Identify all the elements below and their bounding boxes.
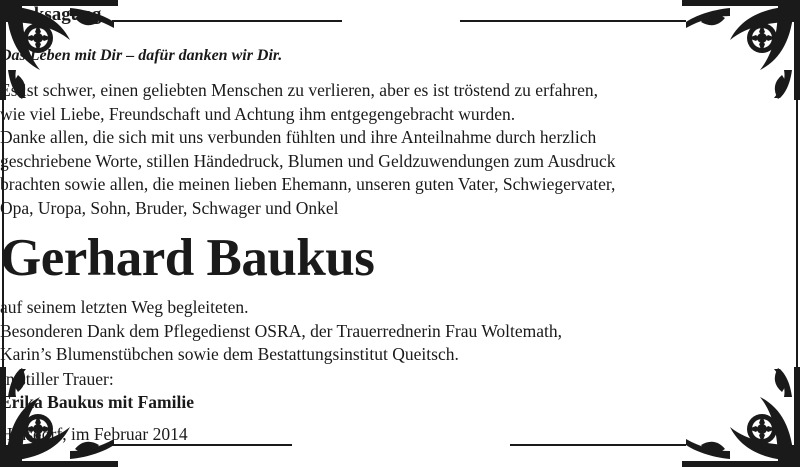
closing-line: Besonderen Dank dem Pflegedienst OSRA, der Trauerrednerin Frau Woltemath, bbox=[0, 320, 563, 341]
place-date: Hinsdorf, im Februar 2014 bbox=[0, 424, 188, 444]
notice-heading: Danksagung bbox=[0, 4, 102, 25]
body-line: geschriebene Worte, stillen Händedruck, Blumen und Geldzuwendungen zum Ausdruck bbox=[0, 150, 616, 171]
closing-line: Karin’s Blumenstübchen sowie dem Bestattungsinstitut Queitsch. bbox=[0, 344, 459, 364]
body-line: brachten sowie allen, die meinen lieben Ehemann, unseren guten Vater, Schwiegervater, bbox=[0, 174, 616, 194]
body-line: wie viel Liebe, Freundschaft und Achtung ihm entgegengebracht wurden. bbox=[0, 103, 516, 124]
notice-subheading: Das Leben mit Dir – dafür danken wir Dir. bbox=[0, 47, 283, 64]
mourning-label: In stiller Trauer: bbox=[0, 369, 114, 389]
family-signature: Erika Baukus mit Familie bbox=[0, 392, 194, 412]
notice-closing bbox=[0, 296, 800, 367]
notice-body bbox=[0, 79, 800, 220]
closing-line: auf seinem letzten Weg begleiteten. bbox=[0, 297, 249, 317]
deceased-name: Gerhard Baukus bbox=[0, 229, 375, 287]
body-line: Opa, Uropa, Sohn, Bruder, Schwager und Onkel bbox=[0, 197, 339, 218]
body-line: Danke allen, die sich mit uns verbunden fühlten und ihre Anteilnahme durch herzlich bbox=[0, 127, 597, 147]
body-line: Es ist schwer, einen geliebten Menschen zu verlieren, aber es ist tröstend zu erfahren, bbox=[0, 80, 598, 100]
